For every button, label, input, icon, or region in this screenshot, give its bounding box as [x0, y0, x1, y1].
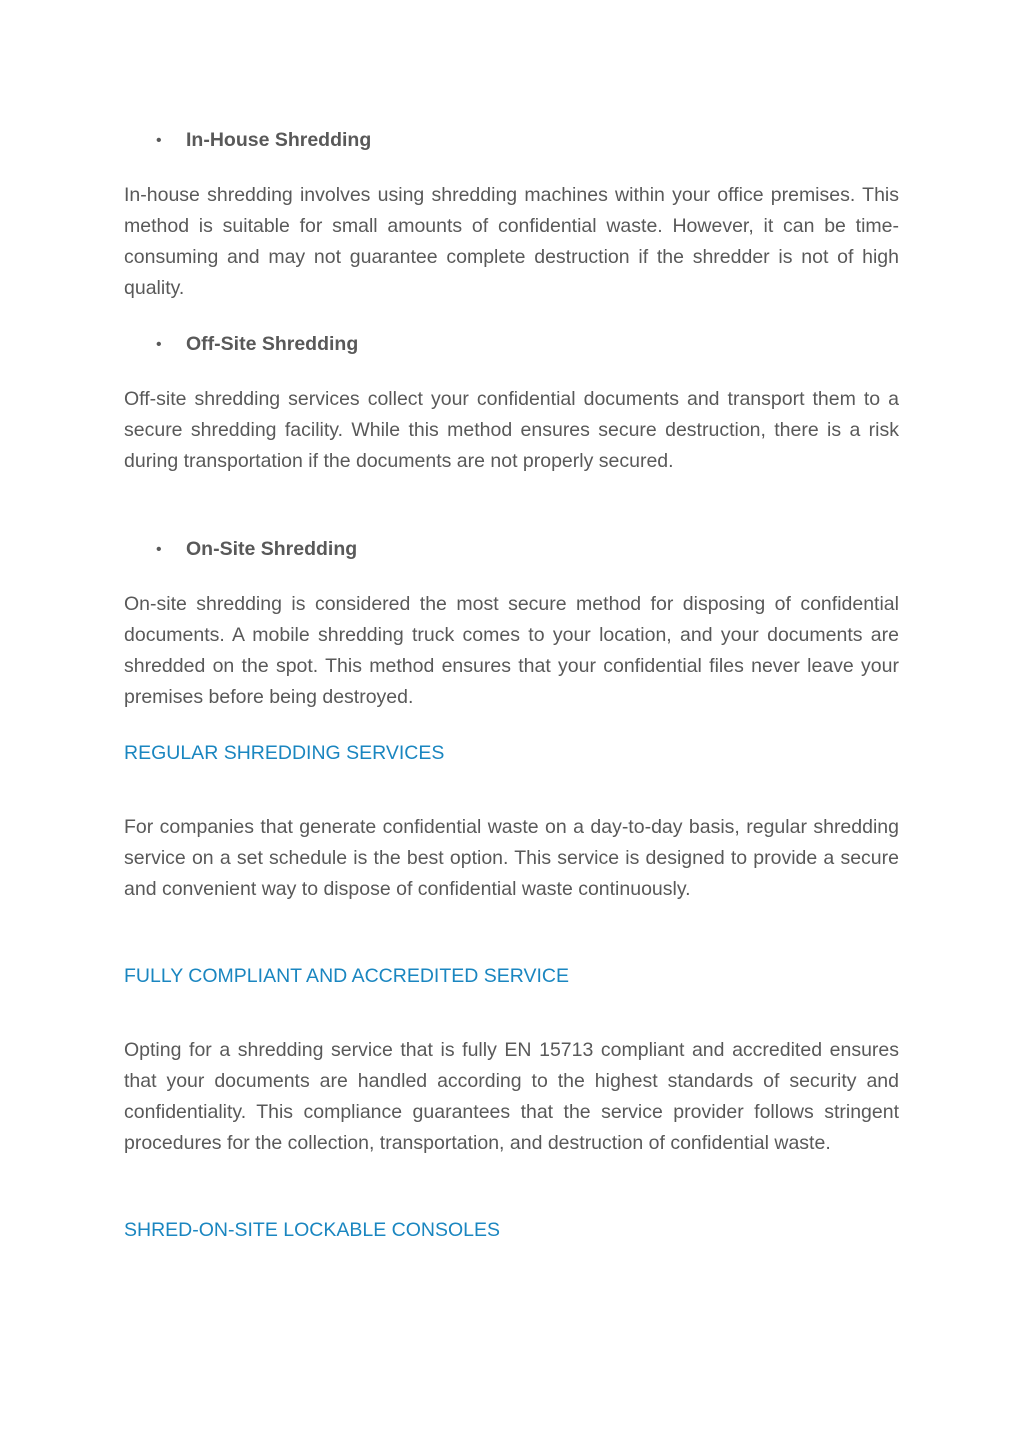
paragraph-on-site: On-site shredding is considered the most secure method for disposing of confidential documents. A mobile shredding truck comes to your location, and your documents are shredded on the spot. This method ensures that your confidential files never leave your premises before being destroyed.: [124, 593, 899, 708]
bullet-icon: •: [156, 132, 162, 149]
bullet-item-on-site: [124, 534, 899, 565]
paragraph-in-house: In-house shredding involves using shredding machines within your office premises. This method is suitable for small amounts of confidential waste. However, it can be time-consuming and may not guarantee complete destruction if the shredder is not of high quality.: [124, 184, 899, 299]
bullet-icon: •: [156, 541, 162, 558]
bullet-title-in-house: In-House Shredding: [186, 129, 372, 151]
bullet-title-off-site: Off-Site Shredding: [186, 333, 359, 355]
bullet-item-off-site: [124, 329, 899, 360]
bullet-item-in-house: [124, 125, 899, 156]
paragraph-compliant-service: Opting for a shredding service that is fully EN 15713 compliant and accredited ensures that your documents are handled according to the highest standards of security and confidentiality. This compliance guarantees that the service provider follows stringent procedures for the collection, transportation, and destruction of confidential waste.: [124, 1039, 899, 1154]
paragraph-off-site: Off-site shredding services collect your confidential documents and transport them to a secure shredding facility. While this method ensures secure destruction, there is a risk during transportation if the documents are not properly secured.: [124, 388, 899, 472]
heading-regular-shredding: REGULAR SHREDDING SERVICES: [124, 742, 445, 764]
heading-lockable-consoles: SHRED-ON-SITE LOCKABLE CONSOLES: [124, 1219, 501, 1241]
heading-compliant-service: FULLY COMPLIANT AND ACCREDITED SERVICE: [124, 965, 570, 987]
paragraph-regular-shredding: For companies that generate confidential waste on a day-to-day basis, regular shredding service on a set schedule is the best option. This service is designed to provide a secure and convenient way to dispose of confidential waste continuously.: [124, 816, 899, 900]
bullet-icon: •: [156, 336, 162, 353]
bullet-title-on-site: On-Site Shredding: [186, 538, 358, 560]
